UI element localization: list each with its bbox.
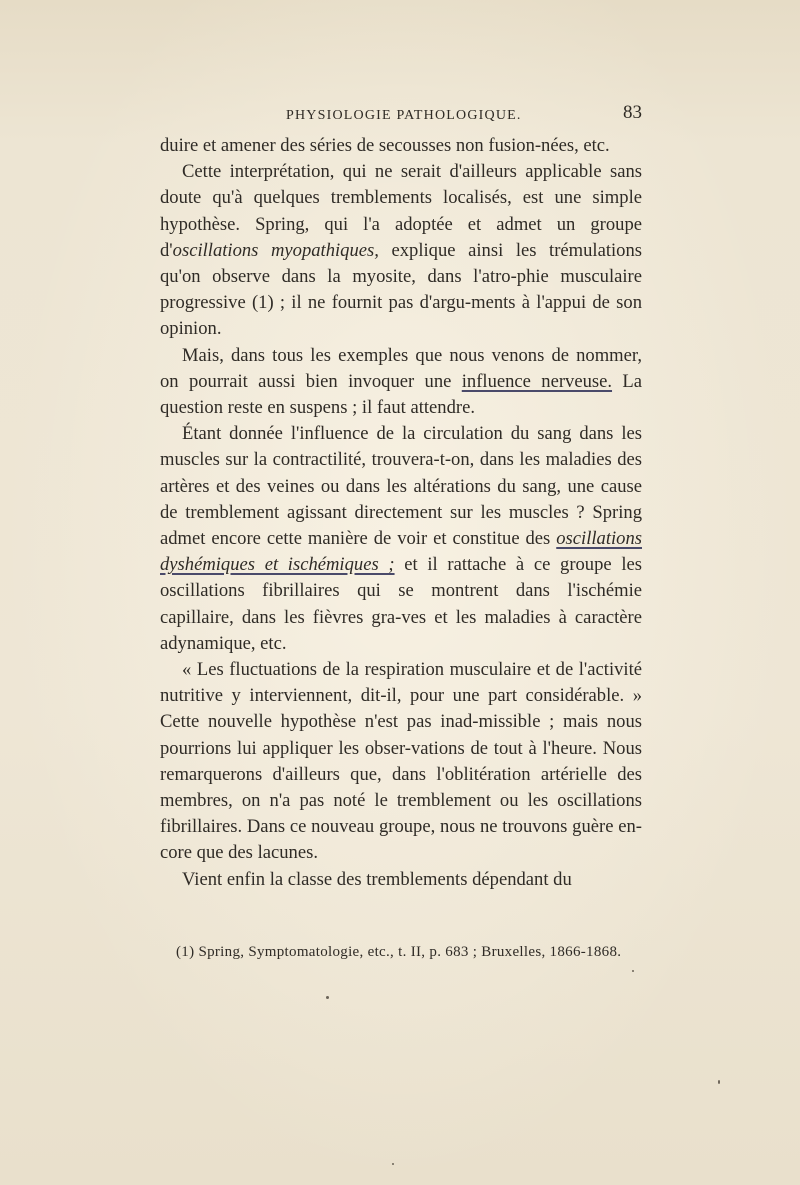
paper-speck	[392, 1163, 394, 1165]
paragraph	[160, 159, 642, 342]
text-run: explique ainsi les trémulations qu'on observe dans la myosite, dans l'atro-phie musculaire progressive (1) ; il ne fournit pas d'argu-ments à l'appui de son opinion.	[160, 239, 643, 340]
text-run: La question reste en suspens ; il faut attendre.	[160, 370, 643, 419]
footnote-text: (1) Spring, Symptomatologie, etc., t. II, p. 683 ; Bruxelles, 1866-1868.	[176, 944, 622, 960]
text-run: Mais, dans tous les exemples que nous venons de nommer, on pourrait aussi bien invoquer une	[160, 344, 642, 392]
paragraph	[160, 133, 642, 159]
body-text	[160, 133, 642, 893]
running-title: PHYSIOLOGIE PATHOLOGIQUE.	[286, 108, 522, 123]
paper-speck	[632, 970, 634, 972]
paragraph	[160, 867, 642, 893]
paragraph	[160, 343, 642, 422]
text-run: Cette interprétation, qui ne serait d'ailleurs applicable sans doute qu'à quelques tremblements localisés, est une simple hypothèse. Spring, qui l'a adoptée et admet un groupe d'	[160, 161, 642, 261]
text-run: et il rattache à ce groupe les oscillations fibrillaires qui se montrent dans l'ischémie capillaire, dans les fièvres gra-ves et les maladies à caractère adynamique, etc.	[160, 554, 642, 654]
paper-speck	[718, 1080, 720, 1084]
text-run: Vient enfin la classe des tremblements dépendant du	[182, 868, 572, 890]
footnote	[160, 941, 642, 963]
text-run: Étant donnée l'influence de la circulation du sang dans les muscles sur la contractilité, trouvera-t-on, dans les maladies des artères et des veines ou dans les altérations du sang, une cause de tremblement agissant directement sur les muscles ? Spring admet encore cette manière de voir et constitue des	[160, 423, 642, 550]
paper-speck	[326, 996, 329, 999]
paragraph	[160, 421, 642, 657]
italic-text: oscillations myopathiques,	[172, 239, 379, 261]
page-number: 83	[623, 102, 642, 123]
paragraph	[160, 657, 642, 867]
text-run: influence nerveuse.	[461, 370, 613, 392]
text-run: duire et amener des séries de secousses non fusion-nées, etc.	[160, 135, 610, 156]
page-header	[160, 102, 642, 128]
italic-text: oscillations dyshémiques et ischémiques ;	[160, 528, 642, 576]
text-run: « Les fluctuations de la respiration musculaire et de l'activité nutritive y interviennent, dit-il, pour une part considérable. » Cette nouvelle hypothèse n'est pas inad-missible ; mais nous pourrions lui appliquer les obser-vations de tout à l'heure. Nous remarquerons d'ailleurs que, dans l'oblitération artérielle des membres, on n'a pas noté le tremblement ou les oscillations fibrillaires. Dans ce nouveau groupe, nous ne trouvons guère en-core que des lacunes.	[160, 659, 642, 864]
